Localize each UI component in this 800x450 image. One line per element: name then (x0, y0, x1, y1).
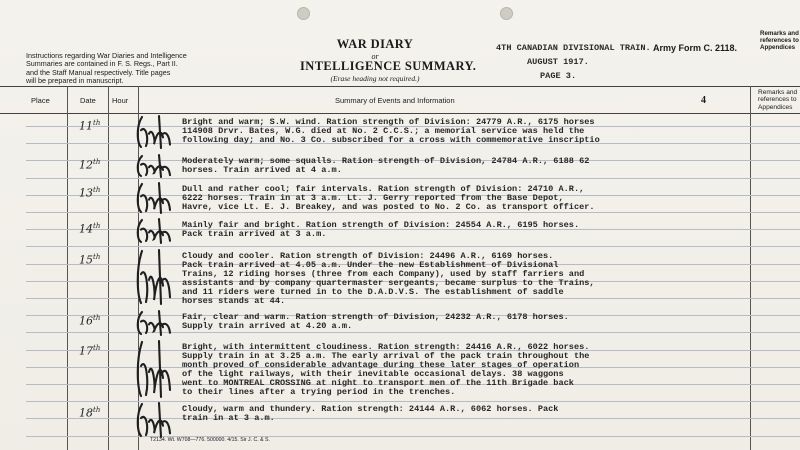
remarks-line: Remarks and (758, 89, 798, 96)
ruled-line (26, 246, 800, 247)
signature-initials-icon (132, 114, 174, 150)
header-bottom-border (0, 113, 800, 114)
entry-line: Cloudy and cooler. Ration strength of Division: 24496 A.R., 6169 horses. (182, 251, 554, 261)
punch-hole-icon (297, 7, 310, 20)
instruction-line: will be prepared in manuscript. (26, 76, 124, 86)
column-divider (67, 86, 68, 450)
entry-date: 18th (79, 406, 101, 420)
entry-line: Dull and rather cool; fair intervals. Ration strength of Division: 24710 A.R., (182, 184, 585, 194)
diary-entry (182, 221, 742, 239)
entry-line: assistants and by company quartermaster sergeants, became surplus to the Trains, (182, 277, 595, 288)
entry-line: of the light railways, with their inevitable occasional delays. 38 waggons (182, 368, 564, 379)
remarks-line: Appendices (760, 44, 796, 51)
entry-line: Mainly fair and bright. Ration strength of Division: 24554 A.R., 6195 horses. (182, 220, 580, 230)
column-header-remarks (758, 89, 797, 111)
entry-line: Bright, with intermittent cloudiness. Ration strength: 24416 A.R., 6022 horses. (182, 342, 590, 352)
entry-line: Pack train arrived at 4.05 a.m. Under the new Establishment of Divisional (182, 259, 559, 270)
entry-line: month proved of considerable advantage during these later stages of operation (182, 359, 580, 370)
unit-name: 4TH CANADIAN DIVISIONAL TRAIN. (496, 43, 651, 53)
column-header-date: Date (80, 96, 96, 105)
entry-line: 114908 Drvr. Bates, W.G. died at No. 2 C.C.S.; a memorial service was held the (182, 125, 585, 136)
column-divider (750, 86, 751, 450)
remarks-line: references to (760, 37, 799, 44)
sheet-number: 4 (701, 95, 706, 106)
entry-line: horses stands at 44. (182, 295, 286, 306)
entry-line: to their lines after a trying period in the trenches. (182, 386, 456, 397)
remarks-line: Appendices (758, 103, 793, 111)
instruction-line: Instructions regarding War Diaries and Intelligence (26, 51, 187, 60)
entry-line: Bright and warm; S.W. wind. Ration strength of Division: 24779 A.R., 6175 horses (182, 117, 595, 127)
entry-line: Supply train arrived at 4.20 a.m. (182, 320, 353, 331)
remarks-line: Remarks and (760, 30, 799, 37)
entry-line: went to MONTREAL CROSSING at night to transport men of the 11th Brigade back (182, 377, 574, 388)
entry-date: 14th (79, 222, 101, 236)
signature-initials-icon (132, 153, 174, 179)
entry-line: horses. Train arrived at 4 a.m. (182, 164, 342, 175)
diary-entry (182, 118, 742, 145)
column-header-hour: Hour (112, 96, 129, 105)
entry-line: Cloudy, warm and thundery. Ration strength: 24144 A.R., 6062 horses. Pack (182, 404, 559, 414)
diary-page-number: PAGE 3. (540, 71, 577, 81)
punch-hole-icon (500, 7, 513, 20)
signature-initials-icon (132, 401, 174, 439)
diary-entry (182, 405, 742, 423)
remarks-line: references to (758, 96, 797, 104)
signature-initials-icon (132, 309, 174, 337)
entry-line: Fair, clear and warm. Ration strength of Division, 24232 A.R., 6178 horses. (182, 312, 569, 322)
instruction-line: and the Staff Manual respectively. Title pages (26, 67, 171, 77)
diary-entry (182, 313, 742, 331)
entry-line: Trains, 12 riding horses (three from each Company), used by staff farriers and (182, 268, 585, 279)
remarks-corner-label (760, 30, 799, 51)
instructions-note (26, 52, 236, 86)
instruction-line: Summaries are contained in F. S. Regs., Part II. (26, 59, 178, 69)
entry-date: 11th (79, 119, 101, 133)
entry-date: 15th (79, 253, 101, 267)
signature-initials-icon (132, 339, 174, 399)
table-top-border (0, 86, 800, 87)
army-form-number: Army Form C. 2118. (653, 43, 738, 53)
diary-entry (182, 157, 742, 175)
signature-initials-icon (132, 248, 174, 306)
diary-entry (182, 343, 742, 396)
signature-initials-icon (132, 217, 174, 245)
column-header-place: Place (31, 96, 50, 105)
entry-date: 12th (79, 158, 101, 172)
entry-date: 17th (79, 344, 101, 358)
diary-month: AUGUST 1917. (527, 57, 589, 67)
diary-entry (182, 252, 742, 305)
print-footer: T2134. Wt. W708—776. 500000. 4/15. Sir J. C. & S. (150, 437, 270, 443)
signature-initials-icon (132, 181, 174, 215)
title-note: (Erase heading not required.) (330, 74, 420, 83)
entry-line: 6222 horses. Train in at 3 a.m. Lt. J. Gerry reported from the Base Depot, (182, 192, 564, 203)
title-or: or (371, 52, 379, 61)
entry-date: 13th (79, 186, 101, 200)
diary-entry (182, 185, 742, 212)
title-war-diary: WAR DIARY (336, 37, 414, 51)
entry-line: Pack train arrived at 3 a.m. (182, 228, 327, 239)
entry-date: 16th (79, 314, 101, 328)
column-header-summary: Summary of Events and Information (335, 96, 455, 105)
entry-line: train in at 3 a.m. (182, 412, 275, 423)
column-divider (108, 86, 109, 450)
entry-line: Moderately warm; some squalls. Ration strength of Division, 24784 A.R., 6188 62 (182, 156, 590, 166)
entry-line: following day; and No. 3 Co. subscribed for a cross with commemorative inscriptio (182, 134, 600, 145)
entry-line: Havre, vice Lt. E. J. Breakey, and was posted to No. 2 Co. as transport officer. (182, 201, 595, 212)
entry-line: Supply train in at 3.25 a.m. The early arrival of the pack train throughout the (182, 350, 590, 361)
entry-line: and 11 riders were turned in to the D.A.D.V.S. The establishment of saddle (182, 286, 564, 297)
title-intelligence-summary: INTELLIGENCE SUMMARY. (300, 59, 477, 73)
